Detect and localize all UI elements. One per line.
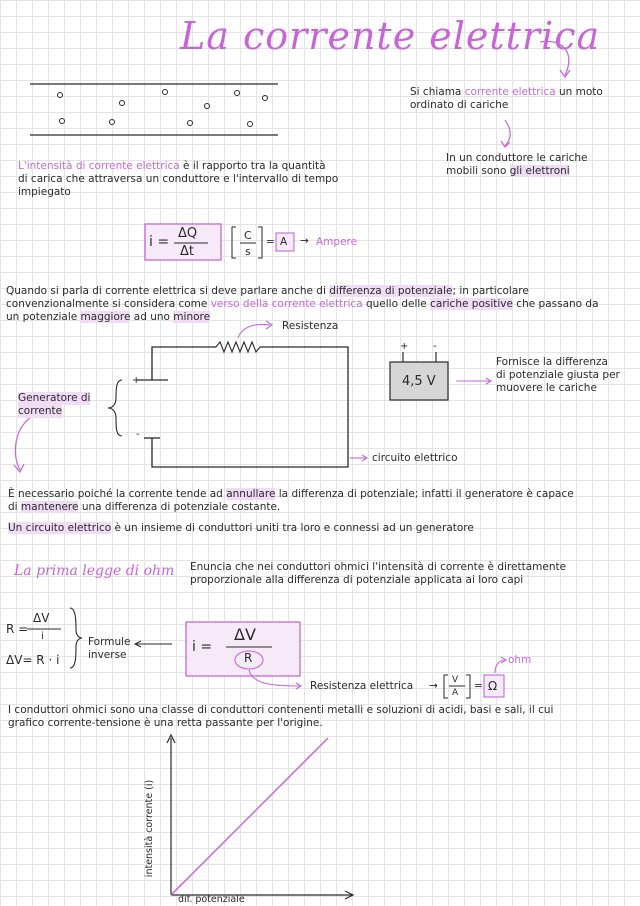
potential-suffix-2: che passano da: [512, 298, 599, 310]
necessity-line-1: [8, 488, 574, 501]
battery-minus: -: [433, 341, 437, 352]
definition-prefix: Si chiama: [410, 86, 465, 98]
definition-line-1: [410, 86, 603, 99]
circuit-definition: [8, 522, 474, 535]
intensity-rest: è il rapporto tra la quantità: [179, 160, 326, 172]
potential-term-2b: cariche positive: [430, 298, 513, 310]
ohm-main-num: ΔV: [234, 625, 256, 644]
formula-unit-a: A: [280, 236, 288, 248]
circuit-label: circuito elettrico: [372, 452, 458, 464]
conductor-note-line-1: In un conduttore le cariche: [446, 152, 588, 164]
circuit-definition-term: Un circuito elettrico: [8, 522, 112, 534]
formula-arrow: →: [300, 235, 309, 247]
necessity-prefix-1: È necessario poiché la corrente tende ad: [8, 488, 227, 500]
potential-term-3a: maggiore: [80, 311, 131, 323]
resistance-label: Resistenza: [282, 320, 339, 332]
circuit-definition-rest: è un insieme di conduttori uniti tra loro e connessi ad un generatore: [111, 522, 474, 534]
inverse-r: R =: [6, 622, 29, 636]
ohmic-line: [171, 738, 328, 895]
ohm-unit-a: A: [452, 688, 459, 698]
generator-label-2: corrente: [18, 405, 63, 417]
graph-ylabel: intensità corrente (i): [144, 779, 156, 878]
ohm-arrow: →: [429, 680, 438, 692]
potential-mid-3: ad uno: [130, 311, 174, 323]
ohm-unit-equals: =: [474, 680, 483, 692]
inverse-label-1: Formule: [88, 636, 131, 648]
ohm-unit-name: ohm: [508, 654, 532, 666]
necessity-term-2: mantenere: [20, 501, 79, 513]
potential-term-1: differenza di potenziale: [329, 285, 453, 297]
necessity-prefix-2: di: [8, 501, 21, 513]
intensity-line-2: di carica che attraversa un conduttore e l'intervallo di tempo: [18, 173, 339, 185]
necessity-term-1: annullare: [226, 488, 276, 500]
ohm-main-den: R: [244, 651, 253, 665]
ohm-resistance-label: Resistenza elettrica: [310, 680, 414, 692]
formula-unit-num: C: [244, 229, 252, 242]
circuit-plus: +: [132, 375, 141, 386]
ohm-heading: La prima legge di ohm: [14, 563, 175, 579]
potential-prefix-2: convenzionalmente si considera come: [6, 298, 211, 310]
intensity-line-3: impiegato: [18, 186, 71, 198]
inverse-r-den: i: [41, 631, 44, 642]
formula-denominator: Δt: [180, 244, 194, 259]
ohmic-line-2: grafico corrente-tensione è una retta passante per l'origine.: [8, 717, 323, 729]
ohm-unit-v: V: [452, 675, 459, 685]
formula-unit-name: Ampere: [316, 236, 358, 248]
potential-line-3: [6, 311, 210, 324]
conductor-note-line-2: [446, 165, 570, 178]
potential-term-2: verso della corrente elettrica: [210, 298, 363, 310]
necessity-suffix-1: la differenza di potenziale; infatti il generatore è capace: [275, 488, 574, 500]
formula-equals: =: [266, 236, 275, 248]
definition-suffix: un moto: [555, 86, 603, 98]
intensity-line-1: [18, 160, 326, 173]
battery-note-1: Fornisce la differenza: [496, 356, 608, 368]
formula-numerator: ΔQ: [178, 226, 198, 241]
conductor-note-prefix: mobili sono: [446, 165, 510, 177]
potential-line-2: [6, 298, 599, 311]
page-title: La corrente elettrica: [180, 14, 601, 58]
battery-plus: +: [400, 341, 409, 352]
ohm-main-i: i =: [192, 639, 213, 655]
potential-mid-2: quello delle: [362, 298, 431, 310]
conductor-diagram: [30, 84, 278, 135]
battery-note-3: muovere le cariche: [496, 382, 597, 394]
ohm-statement-2: proporzionale alla differenza di potenziale applicata ai loro capi: [190, 574, 524, 586]
potential-line-1: [6, 285, 529, 298]
formula-unit-den: s: [245, 245, 251, 258]
ohm-statement-1: Enuncia che nei conduttori ohmici l'intensità di corrente è direttamente: [190, 561, 567, 573]
current-voltage-graph: [167, 735, 353, 899]
potential-term-3b: minore: [173, 311, 211, 323]
inverse-v: ΔV= R · i: [6, 653, 60, 667]
definition-line-2: ordinato di cariche: [410, 99, 509, 111]
necessity-line-2: [8, 501, 280, 514]
battery-value: 4,5 V: [402, 374, 436, 389]
ohmic-line-1: I conduttori ohmici sono una classe di conduttori contenenti metalli e soluzioni di acidi, basi e sali, il cui: [8, 704, 554, 716]
circuit-minus: -: [136, 429, 140, 440]
generator-label-1: Generatore di: [18, 392, 91, 404]
potential-prefix-1: Quando si parla di corrente elettrica si deve parlare anche di: [6, 285, 330, 297]
inverse-label-2: inverse: [88, 649, 127, 661]
intensity-term: L'intensità di corrente elettrica: [18, 160, 180, 172]
potential-prefix-3: un potenziale: [6, 311, 81, 323]
battery-note-2: di potenziale giusta per: [496, 369, 620, 381]
conductor-note-term: gli elettroni: [509, 165, 570, 177]
formula-i: i =: [149, 234, 170, 250]
definition-term: corrente elettrica: [464, 86, 556, 98]
graph-xlabel: dif. potenziale: [178, 894, 245, 905]
potential-suffix-1: ; in particolare: [452, 285, 529, 297]
necessity-suffix-2: una differenza di potenziale costante.: [78, 501, 281, 513]
inverse-r-num: ΔV: [33, 611, 50, 625]
ohm-unit-symbol: Ω: [488, 679, 498, 693]
